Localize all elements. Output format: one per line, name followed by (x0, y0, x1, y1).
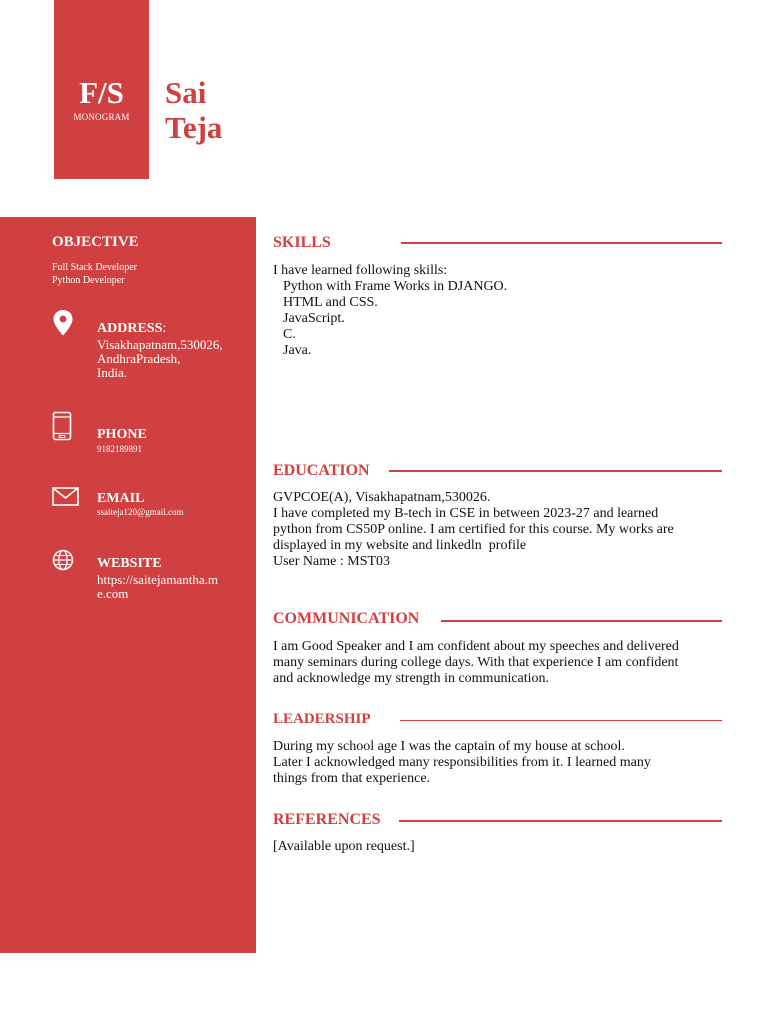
references-title: REFERENCES (273, 811, 381, 828)
skill-item: C. (283, 327, 296, 342)
address-heading-label: ADDRESS (97, 321, 163, 336)
leadership-line: Later I acknowledged many responsibilities from it. I learned many (273, 755, 651, 770)
leadership-line: During my school age I was the captain of my house at school. (273, 739, 625, 754)
communication-text (273, 639, 723, 687)
education-line: User Name : MST03 (273, 554, 391, 569)
globe-icon (52, 549, 74, 571)
references-divider (399, 820, 722, 822)
email-value[interactable]: ssaiteja120@gmail.com (97, 507, 184, 517)
education-line: GVPCOE(A), Visakhapatnam,530026. (273, 490, 491, 505)
education-text (273, 490, 723, 570)
address-line: India. (97, 365, 127, 380)
leadership-text (273, 739, 723, 787)
education-title: EDUCATION (273, 462, 370, 479)
communication-line: many seminars during college days. With that experience I am confident (273, 655, 679, 670)
communication-line: and acknowledge my strength in communication. (273, 671, 550, 686)
skills-title: SKILLS (273, 234, 331, 251)
skills-text (273, 263, 723, 359)
education-line: displayed in my website and linkedln profile (273, 538, 527, 553)
address-heading (97, 321, 166, 337)
communication-title: COMMUNICATION (273, 610, 420, 627)
education-line: python from CS50P online. I am certified for this course. My works are (273, 522, 674, 537)
communication-divider (441, 620, 722, 622)
name-last: Teja (165, 110, 223, 145)
website-line: e.com (97, 586, 129, 601)
location-pin-icon (52, 309, 74, 337)
address-text (97, 338, 223, 380)
objective-line: Full Stack Developer (52, 262, 137, 273)
candidate-name (165, 75, 222, 145)
monogram-label: MONOGRAM (73, 112, 130, 122)
education-line: I have completed my B-tech in CSE in between 2023-27 and learned (273, 506, 659, 521)
skills-divider (401, 242, 722, 244)
skill-item: Python with Frame Works in DJANGO. (283, 279, 508, 294)
skills-intro: I have learned following skills: (273, 263, 448, 278)
email-heading: EMAIL (97, 491, 145, 506)
sidebar (0, 217, 256, 953)
leadership-divider (400, 720, 722, 721)
skill-item: HTML and CSS. (283, 295, 378, 310)
address-heading-colon: : (162, 321, 167, 336)
objective-line: Python Developer (52, 275, 125, 286)
monogram-block (54, 0, 149, 179)
skill-item: JavaScript. (283, 311, 345, 326)
communication-line: I am Good Speaker and I am confident about my speeches and delivered (273, 639, 679, 654)
phone-value[interactable]: 9182189891 (97, 444, 142, 454)
website-value[interactable] (97, 573, 218, 601)
leadership-line: things from that experience. (273, 771, 431, 786)
objective-heading: OBJECTIVE (52, 234, 139, 250)
monogram-letters: F/S (79, 75, 124, 110)
website-heading: WEBSITE (97, 556, 162, 571)
skill-item: Java. (283, 343, 312, 358)
envelope-icon (52, 487, 79, 506)
objective-text (52, 261, 137, 287)
leadership-title: LEADERSHIP (273, 711, 371, 727)
phone-icon (52, 411, 72, 441)
references-line: [Available upon request.] (273, 839, 415, 854)
name-first: Sai (165, 75, 207, 110)
phone-heading: PHONE (97, 427, 147, 442)
references-text (273, 839, 723, 855)
education-divider (389, 470, 722, 472)
address-line: Visakhapatnam,530026, (97, 337, 223, 352)
address-line: AndhraPradesh, (97, 351, 181, 366)
website-line: https://saitejamantha.m (97, 572, 218, 587)
